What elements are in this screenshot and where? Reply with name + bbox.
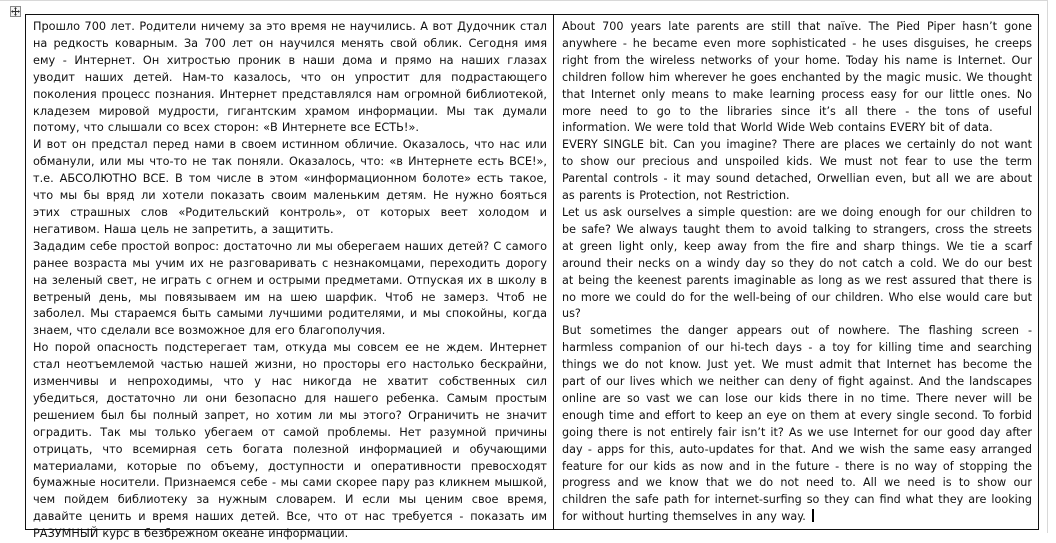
english-paragraph-text: But sometimes the danger appears out of nowhere. The flashing screen - harmless companion of our hi-tech days - a toy for killing time and searching things we do not know. Just yet. We must admit that Internet has become the part of our lives which we neither can deny of fight against. And the landscapes online are so vast we can lose our kids there in no time. There never will be enough time and effort to keep an eye on them at every single second. To forbid going there is not entirely fair isn’t it? As we use Internet for our good day after day - apps for this, auto-updates for that. And we wish the same easy arranged feature for our kids as now and in the future - there is no way of stopping the progress and we know that we do not need to. All we need is to show our children the safe path for internet-surfing so they can find what they are looking for without hurting themselves in any way.	[562, 324, 1032, 524]
russian-paragraph: Прошло 700 лет. Родители ничему за это время не научились. А вот Дудочник стал на редкость коварным. За 700 лет он научился менять свой облик. Сегодня имя ему - Интернет. Он хитростью проник в наши дома и прямо на наших глазах уводит наших детей. Нам-то казалось, что он упростит для подрастающего поколения процесс познания. Интернет представлялся нам огромной библиотекой, кладезем мировой мудрости, гигантским храмом информации. Мы так думали потому, что слышали со всех сторон: «В Интернете все ЕСТЬ!».	[33, 20, 547, 135]
russian-paragraph: Зададим себе простой вопрос: достаточно ли мы оберегаем наших детей? С самого ранее возраста мы учим их не разговаривать с незнакомцами, переходить дорогу на зеленый свет, не играть с огнем и острыми предметами. Отпуская их в школу в ветреный день, мы повязываем им на шею шарфик. Чтоб не замерз. Чтоб не заболел. Мы стараемся быть самыми лучшими родителями, и мы спокойны, когда знаем, что сделали все возможное для его благополучия.	[33, 239, 547, 338]
page-edge-right	[1047, 0, 1048, 533]
english-paragraph: Let us ask ourselves a simple question: are we doing enough for our children to be safe? We always taught them to avoid talking to strangers, cross the streets at green light only, keep away from the fire and sharp things. We tie a scarf around their necks on a windy day so they do not catch a cold. We do our best at being the keenest parents imaginable as long as we rest assured that there is no more we could do for the well-being of our children. Who else would care but us?	[562, 205, 1032, 321]
russian-paragraph: И вот он предстал перед нами в своем истинном обличие. Оказалось, что нас или обманули, или мы что-то не так поняли. Оказалось, что: «в Интернете есть ВСЕ!», т.е. АБСОЛЮТНО ВСЕ. В том числе в этом «информационном болоте» есть такое, что мы бы вряд ли хотели показать своим маленьким детям. Не нужно бояться этих страшных слов «Родительский контроль», от которых веет холодом и негативом. Наша цель не запретить, а защитить.	[33, 138, 547, 236]
english-paragraph: EVERY SINGLE bit. Can you imagine? There are places we certainly do not want to show our precious and unspoiled kids. We must not fear to use the term Parental controls - it may sound detached, Orwellian even, but all we are about as parents is Protection, not Restriction.	[562, 138, 1032, 203]
english-paragraph	[562, 323, 1032, 526]
page-edge-top	[0, 0, 1048, 1]
english-text-cell[interactable]	[554, 15, 1038, 529]
move-handle-icon[interactable]	[10, 6, 21, 17]
bilingual-table	[25, 14, 1039, 541]
russian-text-cell[interactable]	[26, 15, 554, 541]
text-cursor	[812, 509, 814, 522]
english-paragraph: About 700 years late parents are still that naïve. The Pied Piper hasn’t gone anywhere - he became even more sophisticated - he uses disguises, he creeps right from the wireless networks of your home. Today his name is Internet. Our children follow him wherever he goes enchanted by the magic music. We thought that Internet only means to make learning process easy for our little ones. No more need to go to the libraries since it’s all there - the tons of useful information. We were told that World Wide Web contains EVERY bit of data.	[562, 20, 1032, 135]
russian-paragraph: Но порой опасность подстерегает там, откуда мы совсем ее не ждем. Интернет стал неотъемлемой частью нашей жизни, но просторы его настолько бескрайни, изменчивы и непроходимы, что у нас никогда не хватит собственных сил убедиться, достаточно ли они безопасно для нашего ребенка. Самым простым решением был бы полный запрет, но хотим ли мы этого? Ограничить не значит оградить. Так мы только убегаем от самой проблемы. Нет разумной причины отрицать, что всемирная сеть богата полезной информацией и обучающими материалами, которые по объему, доступности и оперативности превосходят бумажные носители. Признаемся себе - мы сами скорее пару раз кликнем мышкой, чем пойдем библиотеку за нужным словарем. И если мы ценим свое время, давайте ценить и время наших детей. Все, что от нас требуется - показать им РАЗУМНЫЙ курс в безбрежном океане информации.	[33, 341, 547, 541]
move-arrows-icon	[11, 7, 20, 16]
